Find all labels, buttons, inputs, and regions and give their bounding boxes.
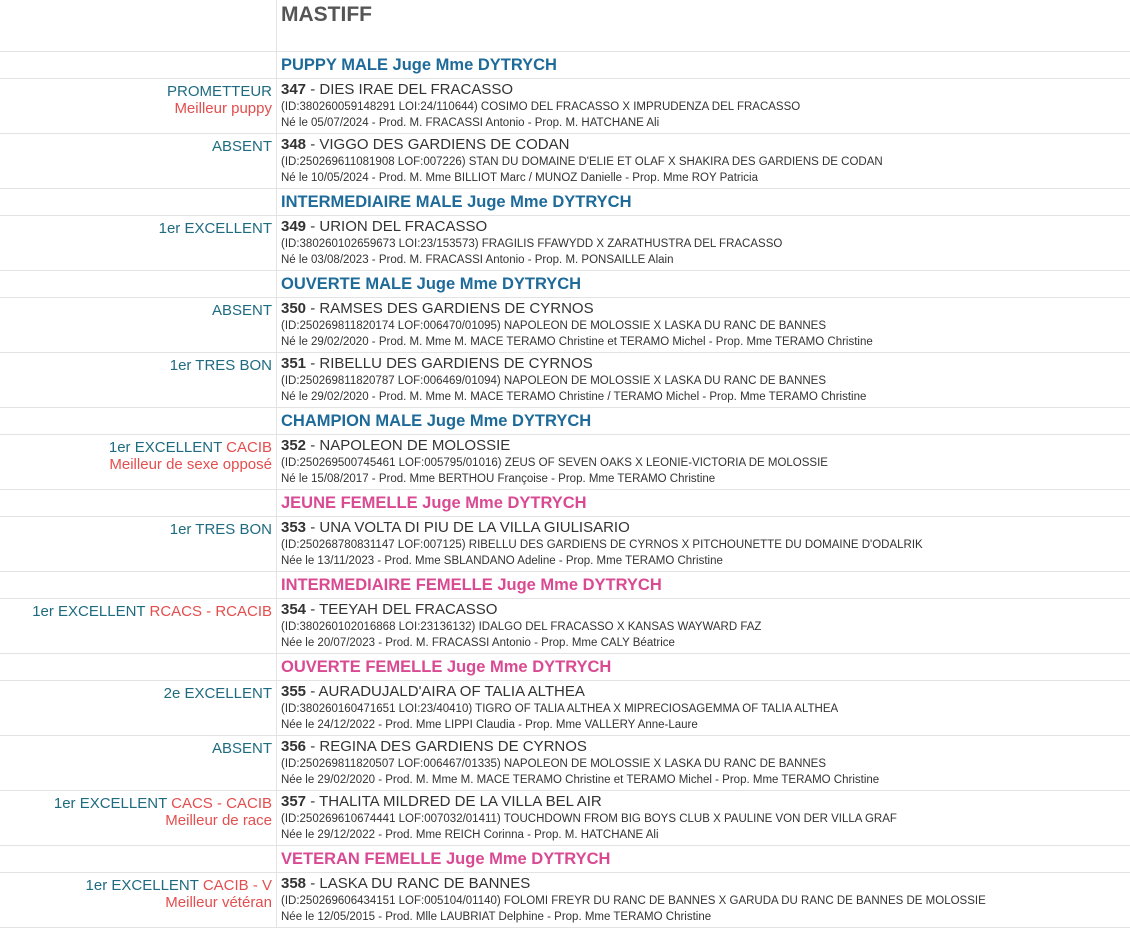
breed-header-cell [277,0,1130,51]
result-line [0,521,272,538]
best-award: Meilleur puppy [174,100,272,117]
class-title: OUVERTE FEMELLE Juge Mme DYTRYCH [281,658,612,676]
dog-heading: 356 - REGINA DES GARDIENS DE CYRNOS [281,738,587,755]
dog-name: UNA VOLTA DI PIU DE LA VILLA GIULISARIO [319,519,630,536]
dog-name: RIBELLU DES GARDIENS DE CYRNOS [319,355,593,372]
dog-name: VIGGO DES GARDIENS DE CODAN [319,136,570,153]
result-label: ABSENT [211,740,272,757]
pedigree-info: (ID:250269610674441 LOF:007032/01411) TOUCHDOWN FROM BIG BOYS CLUB X PAULINE VON DER VILLA GRAF [281,813,897,825]
catalog-number: 357 [281,793,307,810]
class-header-left-cell [0,189,277,215]
pedigree-info: (ID:250269811820174 LOF:006470/01095) NAPOLEON DE MOLOSSIE X LASKA DU RANC DE BANNES [281,320,827,332]
class-header-left-cell [0,654,277,680]
result-label: 1er TRES BON [169,357,272,374]
dog-name: RAMSES DES GARDIENS DE CYRNOS [319,300,594,317]
dog-heading: 351 - RIBELLU DES GARDIENS DE CYRNOS [281,355,593,372]
dog-name: REGINA DES GARDIENS DE CYRNOS [319,738,587,755]
class-header-row [0,52,1130,79]
class-header-row [0,572,1130,599]
breeder-owner-details: Né le 29/02/2020 - Prod. M. Mme M. MACE TERAMO Christine et TERAMO Michel - Prop. Mme TERAMO Christine [281,336,873,348]
result-line [0,603,272,620]
entry-row [0,353,1130,408]
result-line [0,439,272,456]
entry-row [0,216,1130,271]
result-line [0,302,272,319]
class-header-cell [277,654,1130,680]
catalog-number: 356 [281,738,307,755]
dog-heading: 358 - LASKA DU RANC DE BANNES [281,875,531,892]
result-label: 2e EXCELLENT [163,685,272,702]
class-header-cell [277,271,1130,297]
result-label: PROMETTEUR [167,83,272,100]
result-cell [0,134,277,188]
catalog-number: 347 [281,81,307,98]
result-line [0,138,272,155]
entry-row [0,298,1130,353]
catalog-number: 348 [281,136,307,153]
result-label: 1er EXCELLENT [53,795,167,812]
catalog-number: 358 [281,875,307,892]
entry-row [0,873,1130,928]
result-label: ABSENT [211,302,272,319]
entry-row [0,791,1130,846]
result-title-award: CACS - CACIB [171,795,272,812]
result-title-award: CACIB [226,439,272,456]
dog-name: AURADUJALD'AIRA OF TALIA ALTHEA [318,683,585,700]
dog-heading: 347 - DIES IRAE DEL FRACASSO [281,81,514,98]
class-header-row [0,189,1130,216]
breeder-owner-details: Né le 10/05/2024 - Prod. M. Mme BILLIOT Marc / MUNOZ Danielle - Prop. Mme ROY Patricia [281,172,758,184]
entry-row [0,79,1130,134]
dog-name: NAPOLEON DE MOLOSSIE [319,437,511,454]
class-header-left-cell [0,490,277,516]
result-line [0,740,272,757]
result-label: 1er EXCELLENT [158,220,272,237]
pedigree-info: (ID:250268780831147 LOF:007125) RIBELLU DES GARDIENS DE CYRNOS X PITCHOUNETTE DU DOMAINE D'ODALRIK [281,539,923,551]
dog-cell [277,791,1130,845]
class-header-left-cell [0,271,277,297]
result-cell [0,873,277,927]
dog-heading: 352 - NAPOLEON DE MOLOSSIE [281,437,511,454]
dog-cell [277,134,1130,188]
pedigree-info: (ID:380260059148291 LOI:24/110644) COSIMO DEL FRACASSO X IMPRUDENZA DEL FRACASSO [281,101,801,113]
result-line [0,357,272,374]
entry-row [0,736,1130,791]
breeder-owner-details: Né le 15/08/2017 - Prod. Mme BERTHOU Françoise - Prop. Mme TERAMO Christine [281,473,716,485]
class-header-left-cell [0,846,277,872]
catalog-number: 349 [281,218,307,235]
dog-cell [277,873,1130,927]
dog-cell [277,298,1130,352]
dog-name: LASKA DU RANC DE BANNES [319,875,531,892]
breed-header-left-cell [0,0,277,51]
result-label: 1er TRES BON [169,521,272,538]
result-label: 1er EXCELLENT [85,877,199,894]
class-header-left-cell [0,572,277,598]
catalog-number: 355 [281,683,307,700]
result-cell [0,298,277,352]
class-header-row [0,271,1130,298]
catalog-number: 351 [281,355,307,372]
breeder-owner-details: Née le 29/02/2020 - Prod. M. Mme M. MACE TERAMO Christine et TERAMO Michel - Prop. Mme TERAMO Christine [281,774,880,786]
breeder-owner-details: Née le 20/07/2023 - Prod. M. FRACASSI Antonio - Prop. Mme CALY Béatrice [281,637,675,649]
breeder-owner-details: Né le 05/07/2024 - Prod. M. FRACASSI Antonio - Prop. M. HATCHANE Ali [281,117,660,129]
class-title: INTERMEDIAIRE MALE Juge Mme DYTRYCH [281,193,632,211]
dog-heading: 357 - THALITA MILDRED DE LA VILLA BEL AIR [281,793,602,810]
entry-row [0,134,1130,189]
pedigree-info: (ID:250269500745461 LOF:005795/01016) ZEUS OF SEVEN OAKS X LEONIE-VICTORIA DE MOLOSSIE [281,457,828,469]
class-title: PUPPY MALE Juge Mme DYTRYCH [281,56,557,74]
pedigree-info: (ID:380260102659673 LOI:23/153573) FRAGILIS FFAWYDD X ZARATHUSTRA DEL FRACASSO [281,238,783,250]
breeder-owner-details: Né le 03/08/2023 - Prod. M. FRACASSI Antonio - Prop. M. PONSAILLE Alain [281,254,674,266]
result-title-award: CACIB - V [202,877,272,894]
dog-cell [277,353,1130,407]
class-title: CHAMPION MALE Juge Mme DYTRYCH [281,412,592,430]
result-label: 1er EXCELLENT [108,439,222,456]
dog-name: THALITA MILDRED DE LA VILLA BEL AIR [319,793,602,810]
dog-cell [277,681,1130,735]
dog-heading: 355 - AURADUJALD'AIRA OF TALIA ALTHEA [281,683,585,700]
dog-heading: 350 - RAMSES DES GARDIENS DE CYRNOS [281,300,594,317]
pedigree-info: (ID:380260160471651 LOI:23/40410) TIGRO OF TALIA ALTHEA X MIPRECIOSAGEMMA OF TALIA ALTHEA [281,703,839,715]
result-cell [0,435,277,489]
dog-name: TEEYAH DEL FRACASSO [319,601,498,618]
result-line [0,220,272,237]
dog-heading: 348 - VIGGO DES GARDIENS DE CODAN [281,136,570,153]
breed-title: MASTIFF [281,3,372,26]
result-cell [0,681,277,735]
class-header-left-cell [0,52,277,78]
class-header-cell [277,846,1130,872]
dog-name: URION DEL FRACASSO [319,218,488,235]
class-title: INTERMEDIAIRE FEMELLE Juge Mme DYTRYCH [281,576,662,594]
breeder-owner-details: Née le 24/12/2022 - Prod. Mme LIPPI Claudia - Prop. Mme VALLERY Anne-Laure [281,719,698,731]
result-title-award: RCACS - RCACIB [149,603,272,620]
result-cell [0,599,277,653]
class-header-cell [277,408,1130,434]
result-line [0,685,272,702]
catalog-number: 353 [281,519,307,536]
result-cell [0,517,277,571]
breeder-owner-details: Né le 29/02/2020 - Prod. M. Mme M. MACE TERAMO Christine / TERAMO Michel - Prop. Mme TERAMO Christine [281,391,867,403]
class-header-cell [277,189,1130,215]
class-title: JEUNE FEMELLE Juge Mme DYTRYCH [281,494,587,512]
entry-row [0,517,1130,572]
catalog-number: 352 [281,437,307,454]
catalog-number: 354 [281,601,307,618]
dog-cell [277,517,1130,571]
class-header-cell [277,572,1130,598]
dog-cell [277,79,1130,133]
dog-heading: 354 - TEEYAH DEL FRACASSO [281,601,498,618]
class-header-row [0,490,1130,517]
class-title: OUVERTE MALE Juge Mme DYTRYCH [281,275,582,293]
result-cell [0,791,277,845]
class-header-cell [277,490,1130,516]
class-header-row [0,408,1130,435]
class-header-row [0,846,1130,873]
dog-name: DIES IRAE DEL FRACASSO [319,81,514,98]
dog-cell [277,736,1130,790]
class-header-cell [277,52,1130,78]
result-label: ABSENT [211,138,272,155]
pedigree-info: (ID:250269611081908 LOF:007226) STAN DU DOMAINE D'ELIE ET OLAF X SHAKIRA DES GARDIENS DE CODAN [281,156,883,168]
result-cell [0,79,277,133]
result-cell [0,216,277,270]
result-line [0,795,272,812]
breeder-owner-details: Née le 29/12/2022 - Prod. Mme REICH Corinna - Prop. M. HATCHANE Ali [281,829,659,841]
result-line [0,83,272,100]
dog-cell [277,435,1130,489]
class-title: VETERAN FEMELLE Juge Mme DYTRYCH [281,850,611,868]
breeder-owner-details: Née le 13/11/2023 - Prod. Mme SBLANDANO Adeline - Prop. Mme TERAMO Christine [281,555,723,567]
class-header-left-cell [0,408,277,434]
class-header-row [0,654,1130,681]
pedigree-info: (ID:250269811820507 LOF:006467/01335) NAPOLEON DE MOLOSSIE X LASKA DU RANC DE BANNES [281,758,827,770]
dog-heading: 353 - UNA VOLTA DI PIU DE LA VILLA GIULISARIO [281,519,630,536]
best-award: Meilleur vétéran [165,894,272,911]
result-label: 1er EXCELLENT [32,603,146,620]
result-cell [0,736,277,790]
entry-row [0,435,1130,490]
dog-heading: 349 - URION DEL FRACASSO [281,218,488,235]
best-award: Meilleur de race [165,812,272,829]
pedigree-info: (ID:250269606434151 LOF:005104/01140) FOLOMI FREYR DU RANC DE BANNES X GARUDA DU RANC DE BANNES DE MOLOSSIE [281,895,986,907]
pedigree-info: (ID:380260102016868 LOI:23136132) IDALGO DEL FRACASSO X KANSAS WAYWARD FAZ [281,621,762,633]
result-cell [0,353,277,407]
pedigree-info: (ID:250269811820787 LOF:006469/01094) NAPOLEON DE MOLOSSIE X LASKA DU RANC DE BANNES [281,375,827,387]
breeder-owner-details: Née le 12/05/2015 - Prod. Mlle LAUBRIAT Delphine - Prop. Mme TERAMO Christine [281,911,712,923]
result-line [0,877,272,894]
breed-header-row [0,0,1130,52]
catalog-number: 350 [281,300,307,317]
dog-cell [277,216,1130,270]
dog-cell [277,599,1130,653]
entry-row [0,599,1130,654]
entry-row [0,681,1130,736]
best-award: Meilleur de sexe opposé [109,456,272,473]
